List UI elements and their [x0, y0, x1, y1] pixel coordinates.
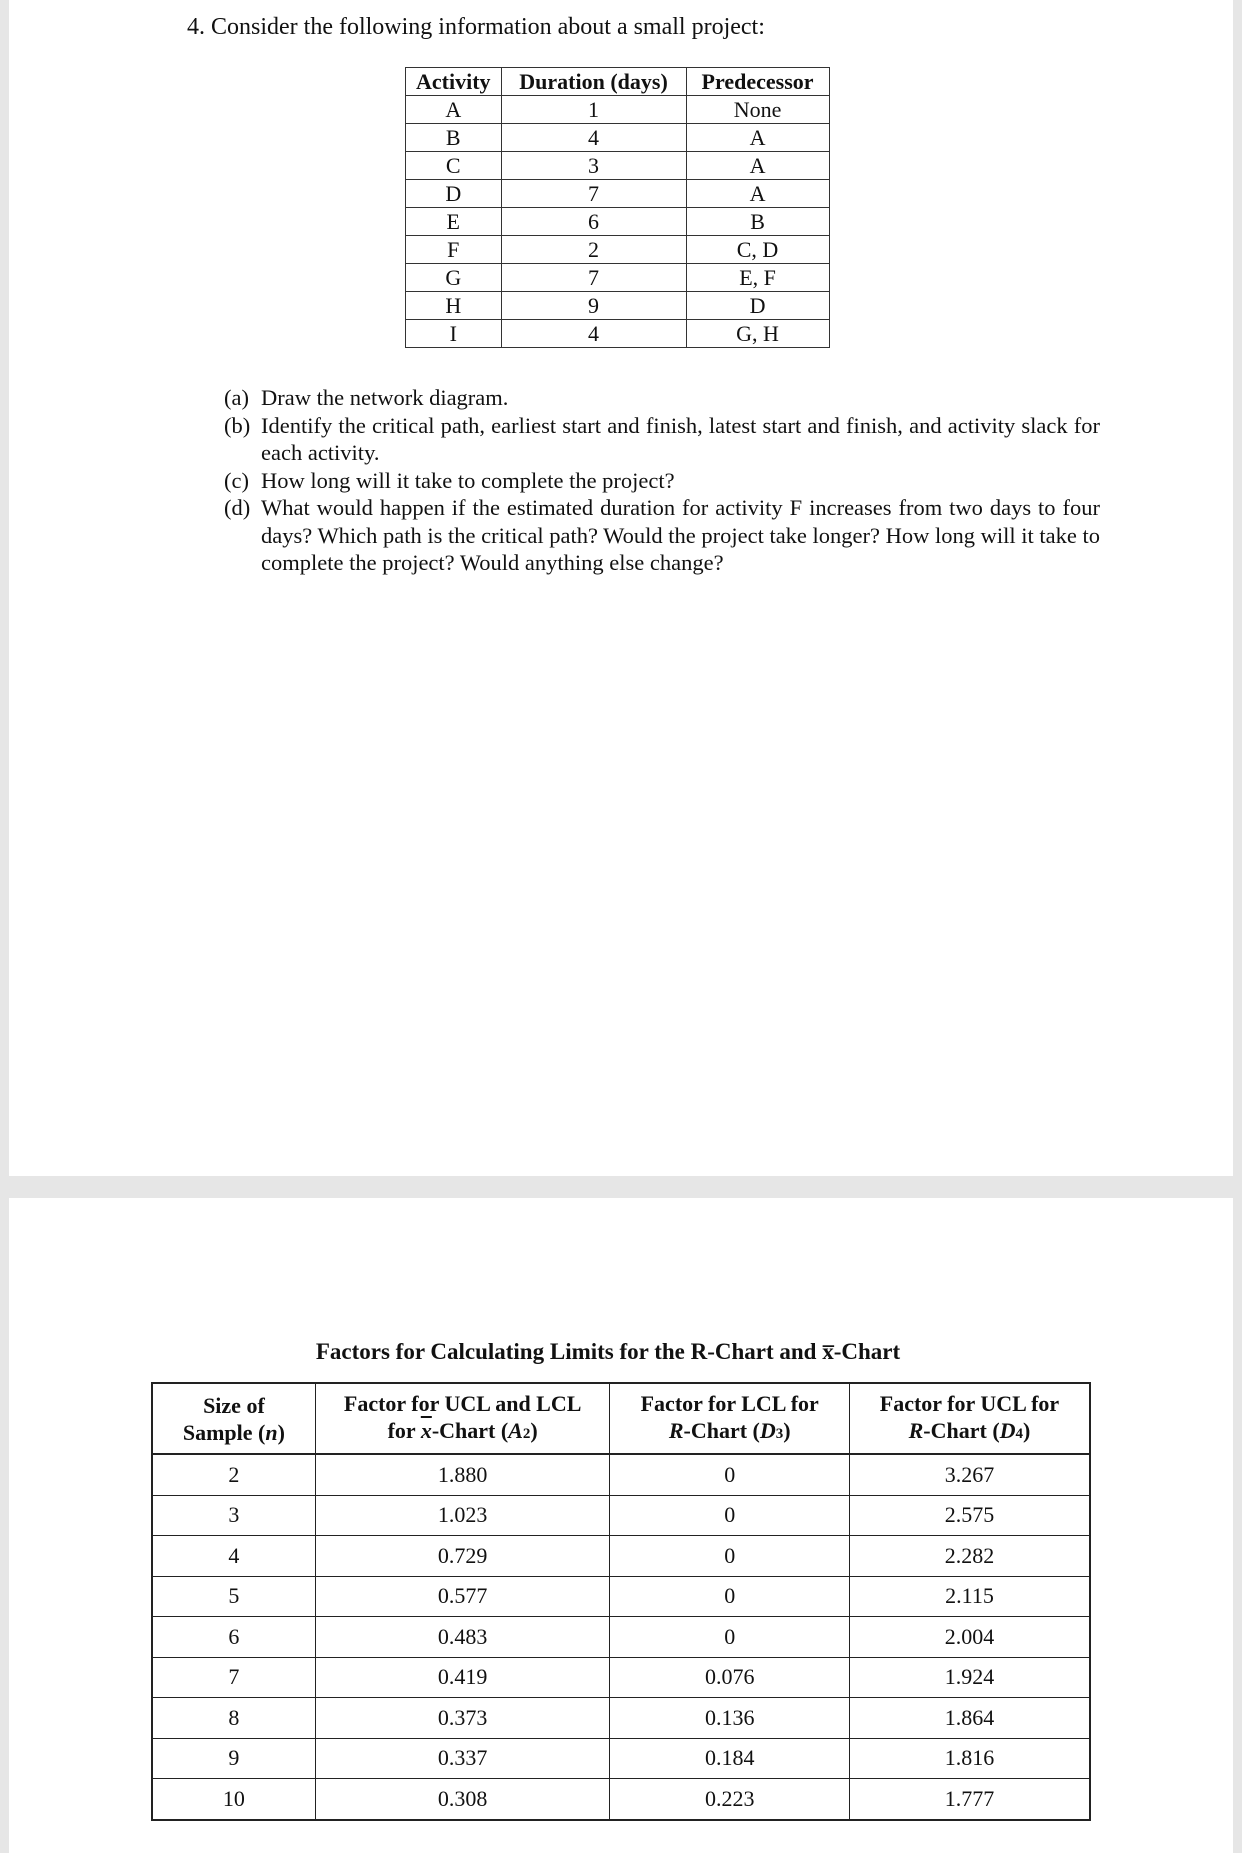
header-sample-size [152, 1383, 315, 1454]
a2-cell: 0.373 [315, 1698, 610, 1739]
header-line: ) [783, 1417, 791, 1443]
table-row [406, 124, 830, 152]
question-a [224, 384, 1100, 412]
header-symbol: A [508, 1417, 523, 1443]
table-row [406, 236, 830, 264]
sample-size-cell: 10 [152, 1779, 315, 1820]
header-subscript: 2 [522, 1425, 531, 1442]
question-c [224, 467, 1100, 495]
d4-cell: 1.864 [849, 1698, 1090, 1739]
sample-size-cell: 9 [152, 1738, 315, 1779]
table-row [406, 264, 830, 292]
duration-cell: 4 [501, 320, 686, 348]
header-line: Factor for UCL and LCL [343, 1390, 582, 1416]
header-symbol: R [908, 1417, 924, 1443]
factors-title-text: Factors for Calculating Limits for the R-Chart and x̅-Chart [315, 1339, 901, 1364]
d4-cell: 2.115 [849, 1576, 1090, 1617]
d4-cell: 3.267 [849, 1454, 1090, 1495]
sample-size-cell: 7 [152, 1657, 315, 1698]
question-text: How long will it take to complete the project? [261, 467, 675, 493]
d4-cell: 2.004 [849, 1617, 1090, 1658]
activity-cell: H [406, 292, 502, 320]
sample-size-cell: 8 [152, 1698, 315, 1739]
table-row [406, 292, 830, 320]
question-label: (c) [224, 467, 249, 493]
d4-cell: 1.816 [849, 1738, 1090, 1779]
question-text: Draw the network diagram. [261, 385, 509, 410]
d4-cell: 2.282 [849, 1536, 1090, 1577]
header-symbol: D [999, 1417, 1016, 1443]
question-text: Identify the critical path, earliest start and finish, latest start and finish, and activity slack for each activity. [261, 412, 1100, 465]
table-row [152, 1495, 1090, 1536]
d3-cell: 0 [610, 1495, 850, 1536]
header-predecessor: Predecessor [686, 68, 829, 96]
header-line: ) [277, 1419, 285, 1445]
duration-cell: 9 [501, 292, 686, 320]
header-line: Factor for UCL for [879, 1390, 1060, 1416]
header-line: -Chart ( [923, 1417, 1000, 1443]
d4-cell: 2.575 [849, 1495, 1090, 1536]
header-line: Sample ( [182, 1419, 266, 1445]
duration-cell: 2 [501, 236, 686, 264]
page-two [9, 1198, 1233, 1853]
sample-size-cell: 4 [152, 1536, 315, 1577]
table-row [152, 1698, 1090, 1739]
predecessor-cell: None [686, 96, 829, 124]
activity-cell: I [406, 320, 502, 348]
sample-size-cell: 5 [152, 1576, 315, 1617]
sample-size-cell: 2 [152, 1454, 315, 1495]
question-b [224, 412, 1100, 467]
d3-cell: 0.136 [610, 1698, 850, 1739]
duration-cell: 7 [501, 264, 686, 292]
a2-cell: 0.337 [315, 1738, 610, 1779]
question-label: (d) [224, 495, 251, 520]
header-symbol: $\overline{x}$ [420, 1417, 432, 1443]
activity-table [405, 67, 830, 348]
table-row [152, 1779, 1090, 1820]
header-line: -Chart ( [683, 1417, 760, 1443]
header-activity: Activity [406, 68, 502, 96]
d3-cell: 0.076 [610, 1657, 850, 1698]
predecessor-cell: E, F [686, 264, 829, 292]
a2-cell: 1.880 [315, 1454, 610, 1495]
header-line: Factor for LCL for [640, 1390, 819, 1416]
table-row [152, 1657, 1090, 1698]
predecessor-cell: G, H [686, 320, 829, 348]
factors-table-header [152, 1383, 1090, 1454]
predecessor-cell: B [686, 208, 829, 236]
d4-cell: 1.777 [849, 1779, 1090, 1820]
activity-cell: B [406, 124, 502, 152]
d3-cell: 0.223 [610, 1779, 850, 1820]
activity-cell: G [406, 264, 502, 292]
d3-cell: 0 [610, 1454, 850, 1495]
header-subscript: 3 [775, 1425, 784, 1442]
table-row [152, 1576, 1090, 1617]
question-label: (b) [224, 412, 251, 438]
header-line: -Chart ( [431, 1417, 509, 1443]
predecessor-cell: A [686, 180, 829, 208]
header-symbol: R [668, 1417, 684, 1443]
table-row [406, 96, 830, 124]
activity-cell: E [406, 208, 502, 236]
duration-cell: 4 [501, 124, 686, 152]
duration-cell: 1 [501, 96, 686, 124]
page-one [9, 0, 1233, 1176]
predecessor-cell: A [686, 152, 829, 180]
header-subscript: 4 [1015, 1425, 1024, 1442]
d3-cell: 0 [610, 1536, 850, 1577]
table-row [406, 320, 830, 348]
question-d [224, 494, 1100, 577]
question-label: (a) [224, 385, 249, 410]
table-row [406, 180, 830, 208]
question-heading: 4. Consider the following information about a small project: [187, 14, 765, 40]
duration-cell: 7 [501, 180, 686, 208]
table-row [152, 1738, 1090, 1779]
header-symbol: D [759, 1417, 776, 1443]
predecessor-cell: D [686, 292, 829, 320]
d4-cell: 1.924 [849, 1657, 1090, 1698]
a2-cell: 0.483 [315, 1617, 610, 1658]
activity-cell: A [406, 96, 502, 124]
table-row [152, 1536, 1090, 1577]
activity-cell: F [406, 236, 502, 264]
table-row [406, 208, 830, 236]
activity-cell: D [406, 180, 502, 208]
sample-size-cell: 6 [152, 1617, 315, 1658]
factors-table-title [9, 1339, 1233, 1365]
table-row [152, 1617, 1090, 1658]
question-list [224, 384, 1100, 577]
question-text: What would happen if the estimated duration for activity F increases from two days to four days? Which path is the critical path? Would the project take longer? How long will it take to complete the project? Would anything else change? [261, 495, 1100, 575]
a2-cell: 1.023 [315, 1495, 610, 1536]
predecessor-cell: C, D [686, 236, 829, 264]
a2-cell: 0.308 [315, 1779, 610, 1820]
a2-cell: 0.419 [315, 1657, 610, 1698]
a2-cell: 0.729 [315, 1536, 610, 1577]
table-row [152, 1454, 1090, 1495]
a2-cell: 0.577 [315, 1576, 610, 1617]
duration-cell: 3 [501, 152, 686, 180]
sample-size-cell: 3 [152, 1495, 315, 1536]
header-line: for [387, 1417, 421, 1443]
duration-cell: 6 [501, 208, 686, 236]
predecessor-cell: A [686, 124, 829, 152]
d3-cell: 0.184 [610, 1738, 850, 1779]
factors-table [151, 1382, 1091, 1821]
header-a2-factor [315, 1383, 610, 1454]
header-duration: Duration (days) [501, 68, 686, 96]
header-line: ) [1023, 1417, 1031, 1443]
table-row [406, 152, 830, 180]
header-d3-factor [610, 1383, 850, 1454]
d3-cell: 0 [610, 1576, 850, 1617]
header-line: ) [530, 1417, 538, 1443]
d3-cell: 0 [610, 1617, 850, 1658]
activity-table-header [406, 68, 830, 96]
header-symbol: n [265, 1419, 278, 1445]
activity-cell: C [406, 152, 502, 180]
header-line: Size of [203, 1392, 265, 1418]
header-d4-factor [849, 1383, 1090, 1454]
